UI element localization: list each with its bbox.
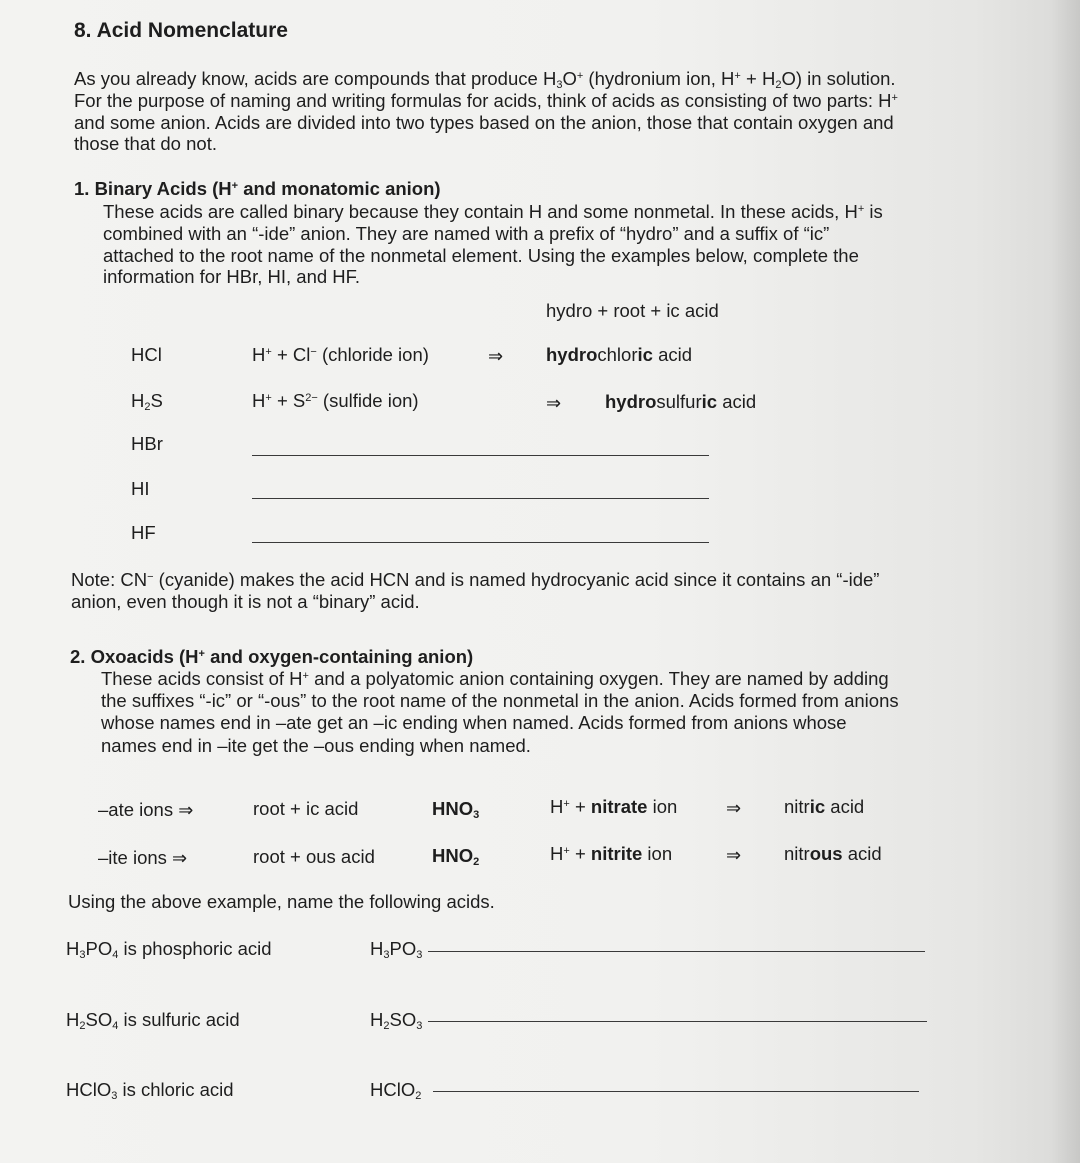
intro-line-1: As you already know, acids are compounds that produce $H_3O^+$ (hydronium ion, $H^+ + H_2O$) in solution. [74,68,896,91]
oxo-para-1: These acids consist of H+ and a polyatomic anion containing oxygen. They are named by adding [101,668,889,689]
given-chloric: HClO$_3$ is chloric acid [66,1079,234,1102]
ite-ions-label: –ite ions ⇒ [98,847,188,868]
answer-blank-hi[interactable] [252,498,709,499]
oxo-para-3: whose names end in –ate get an –ic ending when named. Acids formed from anions whose [101,712,847,733]
binary-formula-hf: HF [131,522,156,543]
intro-line-3: and some anion. Acids are divided into two types based on the anion, those that contain oxygen and [74,112,894,133]
right-arrow-icon: ⇒ [178,800,194,820]
intro-line-2: For the purpose of naming and writing formulas for acids, think of acids as consisting of two parts: H+ [74,90,898,111]
intro-line-4: those that do not. [74,133,217,154]
ate-ions: H+ + nitrate ion [550,796,678,817]
given-sulfuric: $H_2SO_4$ is sulfuric acid [66,1009,240,1032]
section-title: 8. Acid Nomenclature [74,19,288,42]
binary-name-hcl: hydrochloric acid [546,344,693,365]
oxo-heading: 2. Oxoacids (H+ and oxygen-containing anion) [70,646,474,667]
binary-para-2: combined with an “-ide” anion. They are named with a prefix of “hydro” and a suffix of “ic” [103,223,830,244]
ite-ions: H+ + nitrite ion [550,843,673,864]
answer-blank-h2so3[interactable] [428,1021,927,1022]
answer-blank-hf[interactable] [252,542,709,543]
binary-para-4: information for HBr, HI, and HF. [103,266,361,287]
page-edge-shadow [1050,0,1080,1163]
binary-naming-pattern: hydro + root + ic acid [546,300,719,321]
binary-name-h2s: hydrosulfuric acid [605,391,757,412]
ite-formula: $HNO_2$ [432,845,480,868]
right-arrow-icon: ⇒ [726,845,742,865]
binary-ions-h2s: $H^+ + S^{2-}$ (sulfide ion) [252,390,419,411]
ate-ions-label: –ate ions ⇒ [98,799,194,820]
right-arrow-icon: ⇒ [488,346,504,366]
note-line-1: Note: CN− (cyanide) makes the acid HCN and is named hydrocyanic acid since it contains an “-ide” [71,569,880,590]
ite-acid-name: nitrous acid [784,843,882,864]
ate-acid-name: nitric acid [784,796,865,817]
question-hclo2: HClO$_2$ [370,1079,422,1102]
answer-blank-hbr[interactable] [252,455,709,456]
answer-blank-hclo2[interactable] [433,1091,919,1092]
answer-blank-h3po3[interactable] [428,951,925,952]
given-phosphoric: $H_3PO_4$ is phosphoric acid [66,938,272,961]
note-line-2: anion, even though it is not a “binary” acid. [71,591,420,612]
ite-rule: root + ous acid [253,846,375,867]
binary-formula-hi: HI [131,478,150,499]
binary-heading: 1. Binary Acids (H+ and monatomic anion) [74,178,441,199]
ate-rule: root + ic acid [253,798,359,819]
binary-para-3: attached to the root name of the nonmetal element. Using the examples below, complete the [103,245,859,266]
right-arrow-icon: ⇒ [172,848,188,868]
oxo-para-4: names end in –ite get the –ous ending when named. [101,735,531,756]
right-arrow-icon: ⇒ [546,393,562,413]
oxo-instruction: Using the above example, name the following acids. [68,891,495,912]
binary-formula-hcl: HCl [131,344,162,365]
binary-formula-h2s: $H_2S$ [131,390,163,413]
question-h3po3: $H_3PO_3$ [370,938,423,961]
oxo-para-2: the suffixes “-ic” or “-ous” to the root name of the nonmetal in the anion. Acids formed from anions [101,690,899,711]
question-h2so3: $H_2SO_3$ [370,1009,423,1032]
right-arrow-icon: ⇒ [726,798,742,818]
ate-formula: $HNO_3$ [432,798,480,821]
binary-ions-hcl: H+ + Cl− (chloride ion) [252,344,429,365]
binary-formula-hbr: HBr [131,433,163,454]
binary-para-1: These acids are called binary because they contain H and some nonmetal. In these acids, H+ is [103,201,883,222]
